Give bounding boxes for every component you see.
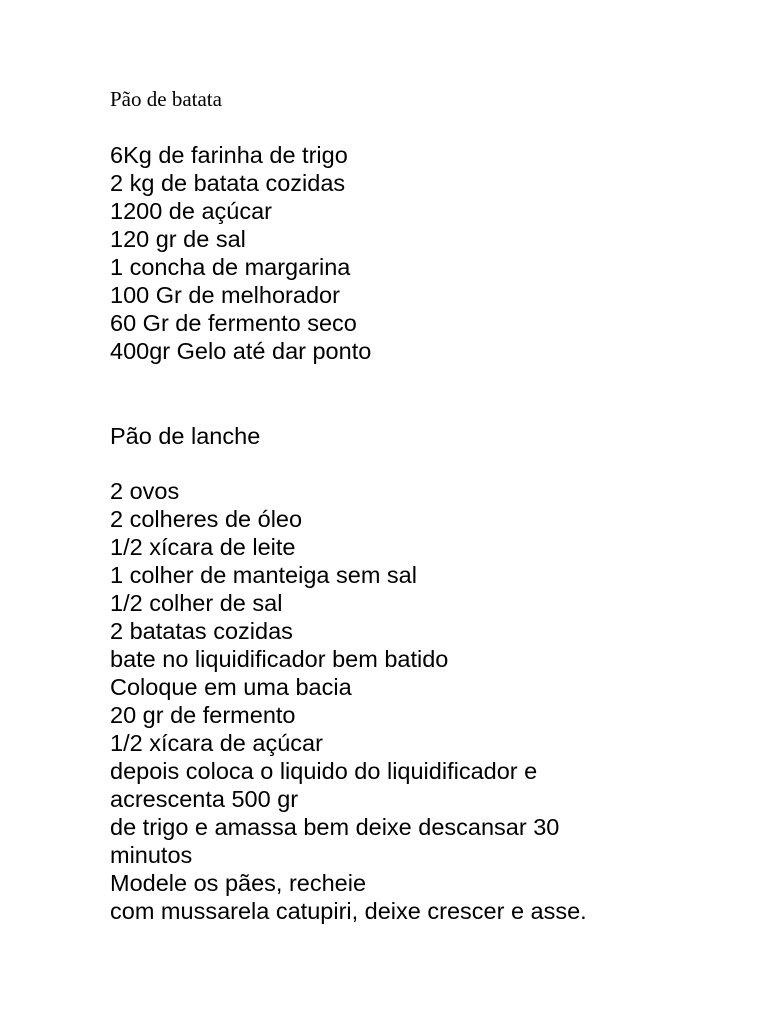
recipe-line: Coloque em uma bacia bbox=[110, 674, 352, 700]
recipe-line: 20 gr de fermento bbox=[110, 702, 296, 728]
recipe-line: bate no liquidificador bem batido bbox=[110, 646, 449, 672]
recipe-line: depois coloca o liquido do liquidificador e bbox=[110, 758, 538, 784]
recipe-title-pao-de-lanche: Pão de lanche bbox=[110, 423, 261, 449]
recipe-line: com mussarela catupiri, deixe crescer e asse. bbox=[110, 898, 587, 924]
recipe-line: 1/2 xícara de leite bbox=[110, 534, 296, 560]
ingredient-line: 2 kg de batata cozidas bbox=[110, 170, 346, 196]
recipe-title-pao-de-batata: Pão de batata bbox=[110, 87, 222, 111]
ingredient-line: 60 Gr de fermento seco bbox=[110, 310, 357, 336]
recipe-line: de trigo e amassa bem deixe descansar 30 bbox=[110, 814, 560, 840]
recipe-line: minutos bbox=[110, 842, 193, 868]
recipe-line: 1/2 xícara de açúcar bbox=[110, 730, 323, 756]
ingredient-line: 6Kg de farinha de trigo bbox=[110, 142, 348, 168]
ingredient-line: 120 gr de sal bbox=[110, 226, 246, 252]
ingredient-line: 1200 de açúcar bbox=[110, 198, 273, 224]
recipe-line: 1 colher de manteiga sem sal bbox=[110, 562, 417, 588]
recipe-line: acrescenta 500 gr bbox=[110, 786, 299, 812]
recipe-line: 2 ovos bbox=[110, 478, 180, 504]
recipe-line: 2 batatas cozidas bbox=[110, 618, 293, 644]
ingredient-line: 100 Gr de melhorador bbox=[110, 282, 340, 308]
recipe-line: 2 colheres de óleo bbox=[110, 506, 303, 532]
recipe-lines-pao-de-lanche bbox=[110, 477, 587, 925]
recipe-line: 1/2 colher de sal bbox=[110, 590, 283, 616]
ingredient-list-pao-de-batata bbox=[110, 141, 371, 365]
ingredient-line: 400gr Gelo até dar ponto bbox=[110, 338, 372, 364]
recipe-line: Modele os pães, recheie bbox=[110, 870, 367, 896]
ingredient-line: 1 concha de margarina bbox=[110, 254, 351, 280]
